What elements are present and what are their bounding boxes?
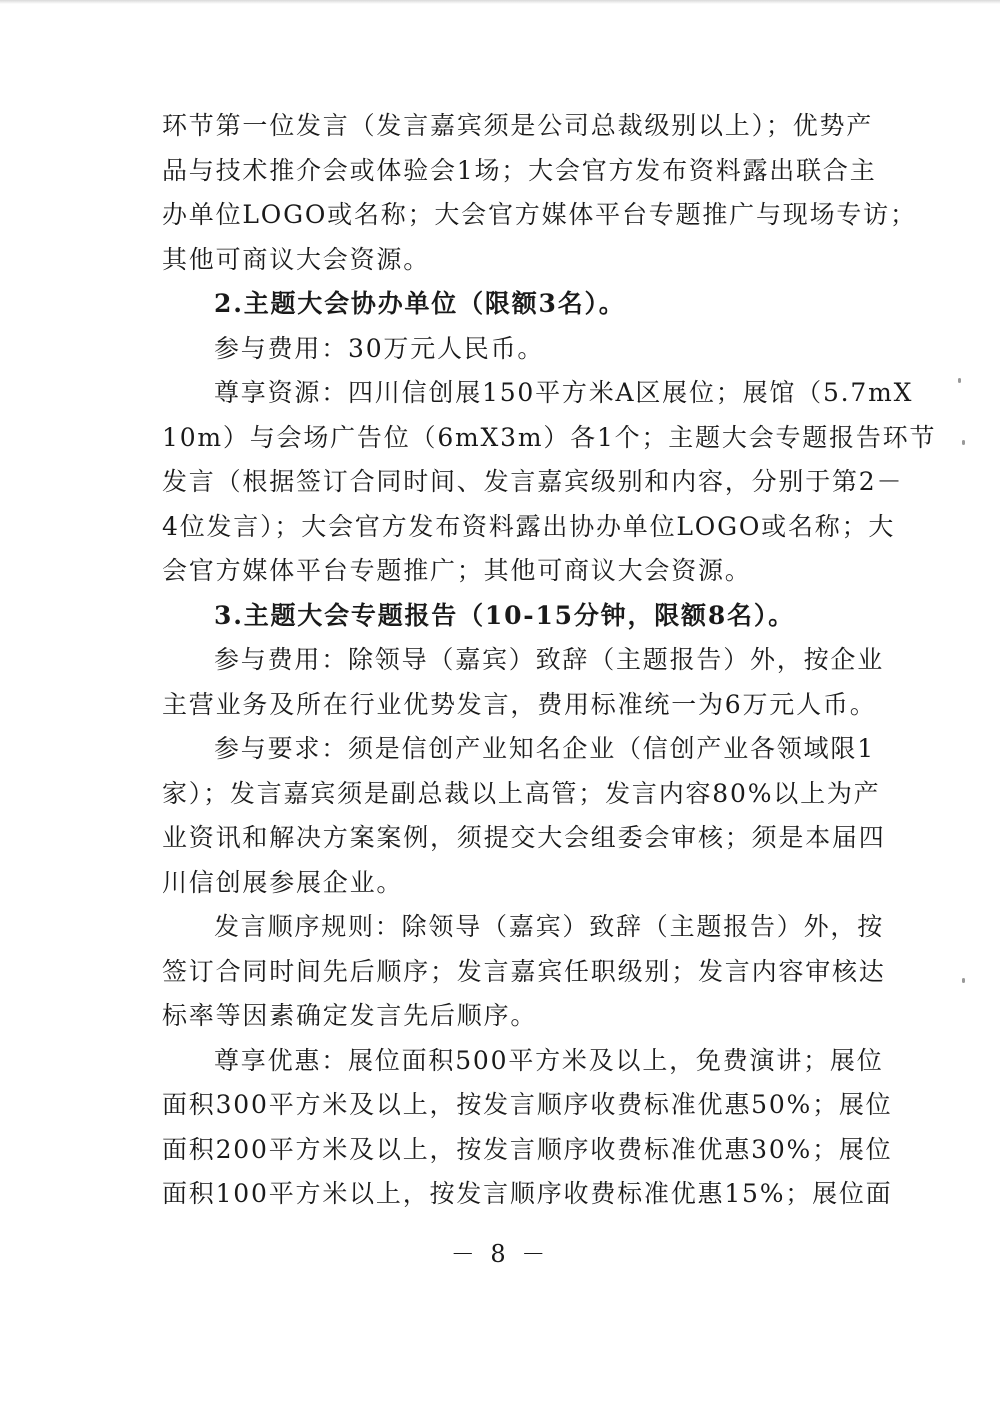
text-line: 面积300平方米及以上，按发言顺序收费标准优惠50%；展位 bbox=[162, 1090, 893, 1119]
text-line: 主营业务及所在行业优势发言，费用标准统一为6万元人币。 bbox=[162, 689, 877, 719]
text-line: 办单位LOGO或名称；大会官方媒体平台专题推广与现场专访； bbox=[162, 200, 917, 229]
paragraph-start: 尊享资源：四川信创展150平方米A区展位；展馆（5.7mX bbox=[214, 378, 914, 407]
text-line: 品与技术推介会或体验会1场；大会官方发布资料露出联合主 bbox=[162, 155, 877, 185]
text-line: 环节第一位发言（发言嘉宾须是公司总裁级别以上）；优势产 bbox=[162, 111, 874, 140]
page-number: － 8 － bbox=[450, 1240, 550, 1268]
section-heading: 2.主题大会协办单位（限额3名）。 bbox=[214, 289, 626, 318]
text-line: 10m）与会场广告位（6mX3m）各1个；主题大会专题报告环节 bbox=[162, 422, 937, 452]
text-line: 业资讯和解决方案案例，须提交大会组委会审核；须是本届四 bbox=[162, 823, 886, 852]
text-line: 标率等因素确定发言先后顺序。 bbox=[162, 1001, 538, 1030]
paragraph-start: 发言顺序规则：除领导（嘉宾）致辞（主题报告）外，按 bbox=[214, 912, 885, 941]
text-line: 面积200平方米及以上，按发言顺序收费标准优惠30%；展位 bbox=[162, 1134, 893, 1164]
text-line: 发言（根据签订合同时间、发言嘉宾级别和内容，分别于第2－ bbox=[162, 467, 904, 496]
paragraph-start: 参与费用：30万元人民币。 bbox=[214, 333, 545, 363]
scan-edge bbox=[0, 0, 1000, 4]
text-line: 签订合同时间先后顺序；发言嘉宾任职级别；发言内容审核达 bbox=[162, 956, 886, 986]
paragraph-start: 参与要求：须是信创产业知名企业（信创产业各领域限1 bbox=[214, 734, 875, 763]
text-line: 川信创展参展企业。 bbox=[162, 867, 404, 897]
text-line: 家）；发言嘉宾须是副总裁以上高管；发言内容80%以上为产 bbox=[162, 778, 881, 808]
section-heading: 3.主题大会专题报告（10-15分钟，限额8名）。 bbox=[214, 600, 795, 630]
text-line: 4位发言）；大会官方发布资料露出协办单位LOGO或名称；大 bbox=[162, 511, 896, 541]
text-line: 面积100平方米以上，按发言顺序收费标准优惠15%；展位面 bbox=[162, 1179, 893, 1208]
scan-speck bbox=[958, 378, 961, 383]
document-body bbox=[162, 104, 937, 1217]
paragraph-start: 参与费用：除领导（嘉宾）致辞（主题报告）外，按企业 bbox=[214, 645, 885, 674]
paragraph-start: 尊享优惠：展位面积500平方米及以上，免费演讲；展位 bbox=[214, 1045, 884, 1075]
text-line: 会官方媒体平台专题推广；其他可商议大会资源。 bbox=[162, 556, 752, 585]
scan-speck bbox=[962, 440, 965, 445]
scan-speck bbox=[962, 978, 965, 983]
text-line: 其他可商议大会资源。 bbox=[162, 244, 431, 274]
